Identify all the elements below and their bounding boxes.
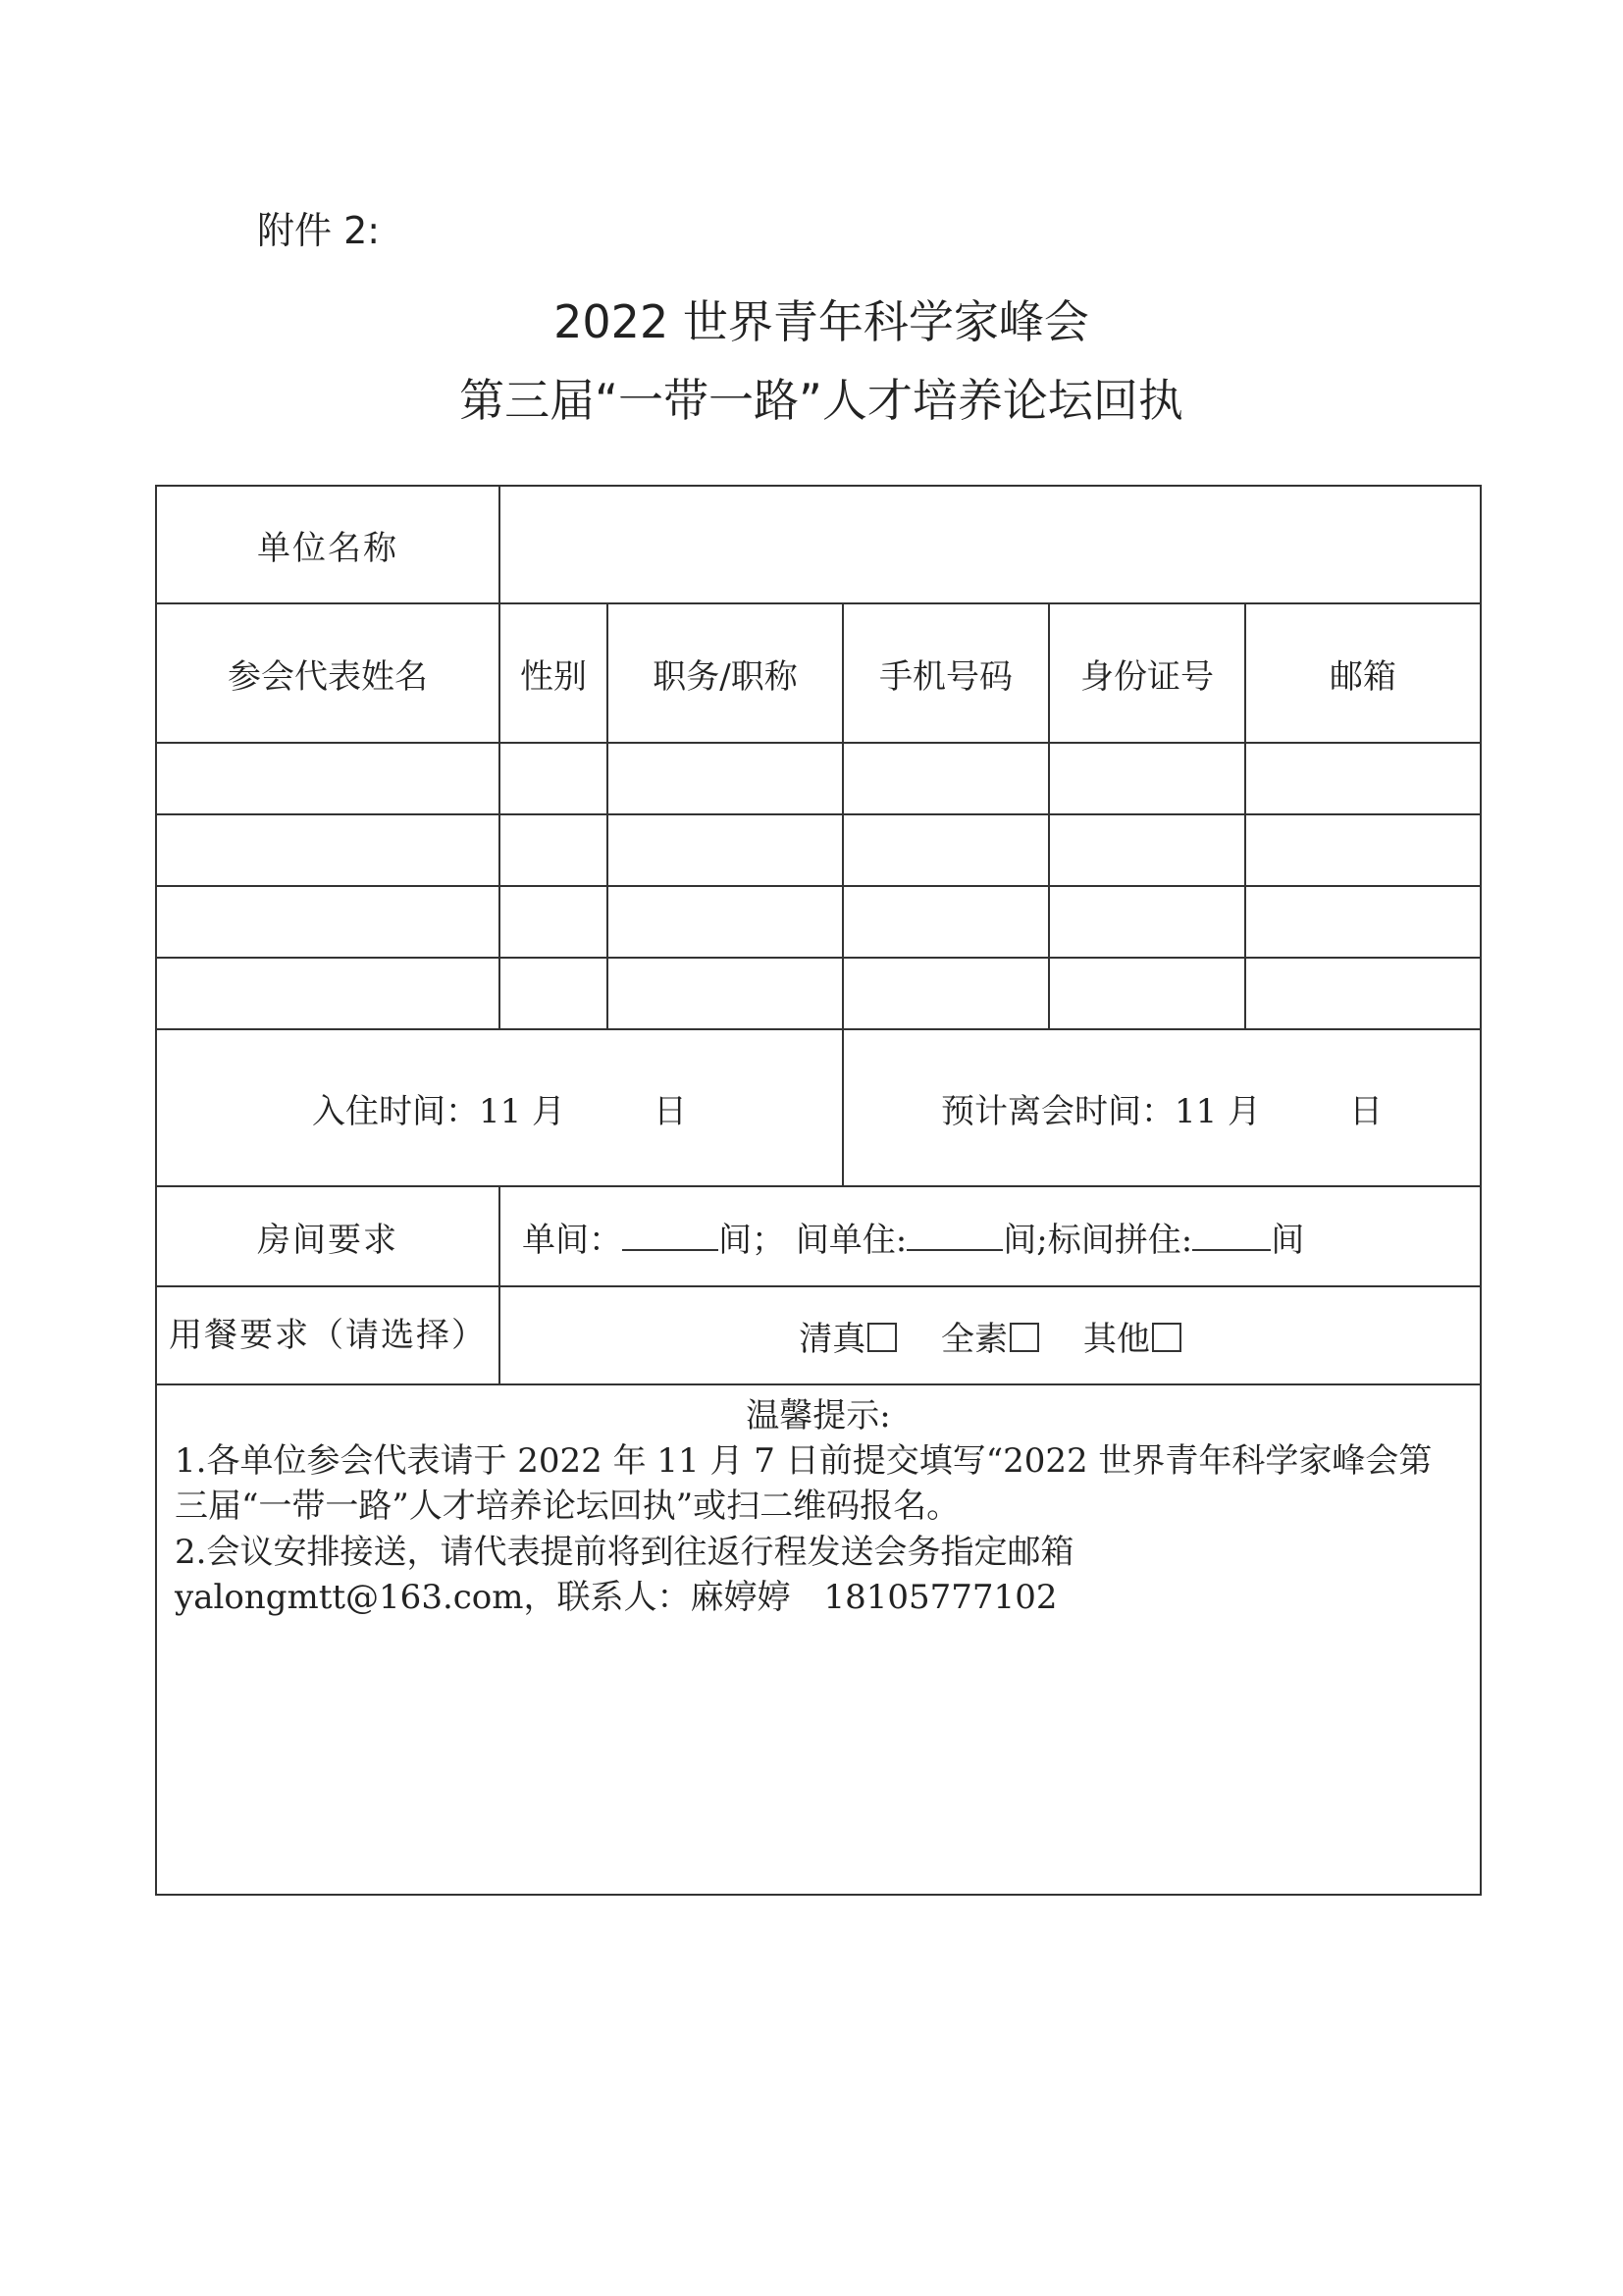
checkout-time[interactable] [843,1029,1481,1186]
vegan-checkbox[interactable] [1010,1323,1039,1352]
cell-id[interactable] [1049,958,1245,1029]
meal-option-other-label: 其他 [1082,1319,1150,1359]
cell-email[interactable] [1245,958,1481,1029]
unit-name-label: 单位名称 [156,486,499,603]
room-unit-1: 间； [718,1220,785,1260]
cell-id[interactable] [1049,743,1245,814]
cell-id[interactable] [1049,814,1245,886]
cell-email[interactable] [1245,886,1481,958]
unit-name-field[interactable] [499,486,1481,603]
table-header-row [156,603,1481,743]
cell-phone[interactable] [843,743,1049,814]
cell-title[interactable] [607,743,843,814]
col-header-name: 参会代表姓名 [156,603,499,743]
meal-option-other[interactable] [1083,1320,1181,1359]
notes-item-2: 2.会议安排接送，请代表提前将到往返行程发送会务指定邮箱 yalongmtt@163.com，联系人：麻婷婷 18105777102 [175,1532,1074,1617]
checkin-label: 入住时间：11 月 [311,1091,566,1131]
room-unit-3: 间 [1271,1220,1305,1260]
col-header-gender: 性别 [499,603,607,743]
meal-requirement-label: 用餐要求（请选择） [156,1286,499,1384]
notes-section [156,1384,1481,1895]
cell-gender[interactable] [499,886,607,958]
col-header-id: 身份证号 [1049,603,1245,743]
checkin-day-label: 日 [654,1091,688,1131]
cell-name[interactable] [156,814,499,886]
cell-gender[interactable] [499,814,607,886]
attachment-label: 附件 2: [257,209,381,252]
room-shared-label: 间单住: [795,1220,908,1260]
room-shared-blank[interactable] [907,1220,1003,1251]
cell-title[interactable] [607,958,843,1029]
cell-name[interactable] [156,743,499,814]
room-single-blank[interactable] [622,1220,718,1251]
cell-phone[interactable] [843,958,1049,1029]
cell-phone[interactable] [843,886,1049,958]
cell-title[interactable] [607,814,843,886]
cell-gender[interactable] [499,958,607,1029]
room-twin-blank[interactable] [1192,1220,1271,1251]
col-header-title: 职务/职称 [607,603,843,743]
table-row [156,743,1481,814]
meal-option-vegan-label: 全素 [941,1319,1009,1359]
meal-requirement-options [499,1286,1481,1384]
cell-id[interactable] [1049,886,1245,958]
room-twin-label: 标间拼住: [1047,1220,1193,1260]
room-single-label: 单间： [522,1220,622,1260]
document-title: 2022 世界青年科学家峰会 [553,295,1089,348]
cell-name[interactable] [156,958,499,1029]
meal-option-halal-label: 清真 [799,1319,866,1359]
cell-title[interactable] [607,886,843,958]
registration-form [155,485,1482,1896]
other-checkbox[interactable] [1152,1323,1181,1352]
table-row [156,958,1481,1029]
meal-option-vegan[interactable] [941,1320,1039,1359]
meal-option-halal[interactable] [799,1320,897,1359]
notes-item-1: 1.各单位参会代表请于 2022 年 11 月 7 日前提交填写“2022 世界青年科学家峰会第三届“一带一路”人才培养论坛回执”或扫二维码报名。 [175,1441,1433,1527]
col-header-email: 邮箱 [1245,603,1481,743]
room-requirement-label: 房间要求 [156,1186,499,1286]
cell-name[interactable] [156,886,499,958]
checkin-time[interactable] [156,1029,843,1186]
room-requirement-options [499,1186,1481,1286]
checkout-label: 预计离会时间：11 月 [940,1091,1262,1131]
document-subtitle: 第三届“一带一路”人才培养论坛回执 [459,374,1183,427]
checkout-day-label: 日 [1349,1091,1384,1131]
col-header-phone: 手机号码 [843,603,1049,743]
cell-phone[interactable] [843,814,1049,886]
table-row [156,814,1481,886]
cell-gender[interactable] [499,743,607,814]
halal-checkbox[interactable] [867,1323,897,1352]
cell-email[interactable] [1245,814,1481,886]
table-row [156,886,1481,958]
room-unit-2: 间; [1003,1220,1048,1260]
cell-email[interactable] [1245,743,1481,814]
notes-title: 温馨提示: [746,1396,891,1435]
